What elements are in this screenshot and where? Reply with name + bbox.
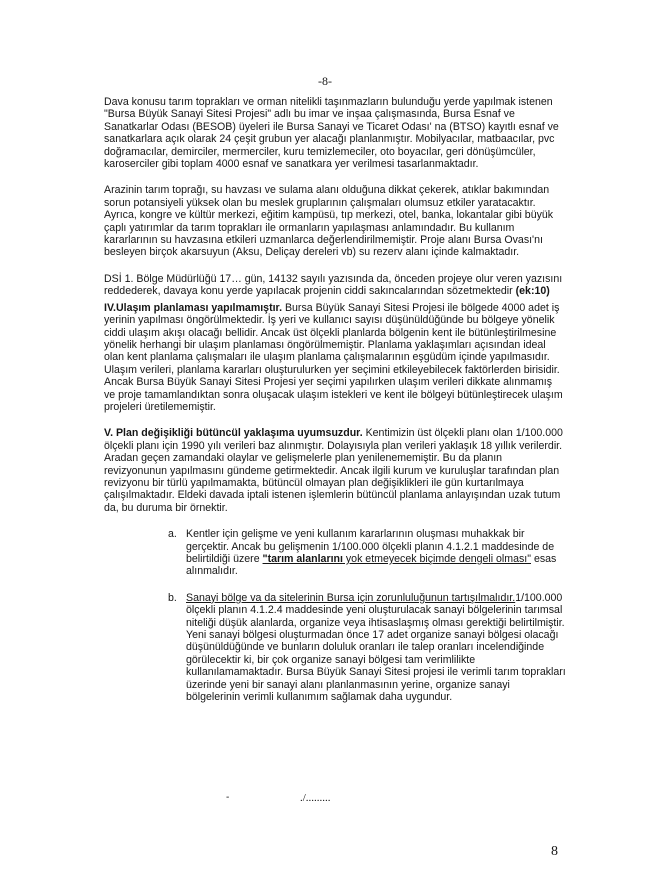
page-number: 8 [551,844,558,859]
document-body [104,96,566,717]
list-item-a-underlined: yok etmeyecek biçimde dengeli olması" [342,553,531,565]
list-item-b-underlined: Sanayi bölge va da sitelerinin Bursa için zorunluluğunun tartışılmalıdır. [186,591,516,604]
section-v-heading: V. Plan değişikliği bütüncül yaklaşıma uyumsuzdur. [104,427,363,440]
paragraph-project-description: Dava konusu tarım toprakları ve orman nitelikli taşınmazların bulunduğu yerde yapılmak istenen "Bursa Büyük Sanayi Sitesi Projesi" adlı bu imar ve inşaa çalışmasında, Bursa Esnaf ve Sanatkarlar Odası (BESOB) üyeleri ile Bursa Sanayi ve Ticaret Odası' na (BTSO) kayıtlı esnaf ve sanatkarlara açık olarak 24 çeşit grubun yer alacağı planlanmıştır. Mobilyacılar, matbaacılar, pvc doğramacılar, demirciler, mermerciler, kuru temizlemeciler, oto boyacılar, geri dönüşümcüler, karoserciler gibi toplam 4000 esnaf ve sanatkara yer verilmesi tasarlanmaktadır. [104,96,559,171]
section-v-text: Kentimizin üst ölçekli planı olan 1/100.000 ölçekli planı için 1990 yılı verileri baz alınmıştır. Dolayısıyla plan verileri yaklaşık 18 yıllık verilerdir. Aradan geçen zamandaki olaylar ve gelişmelerle plan yenilenememiştir. Bu da planın revizyonunun yapılmasını gündeme getirmektedir. Ancak ilgili kurum ve kuruluşlar tarafından plan revizyonu bir türlü yapılmamakta, bütüncül olmayan plan değişiklikleri ile gün kurtarılmaya çalışılmaktadır. Eldeki davada iptali istenen işlemlerin bütüncül planlama anlayışından uzak tutum da, bu duruma bir örnektir. [104,427,563,514]
list-item-a-tail: esas alınmalıdır. [186,553,557,578]
continuation-marker: ./......... [300,792,331,804]
paragraph-holistic-approach [104,427,566,514]
list-item-a-bold-quote: "tarım alanlarını [262,553,343,565]
list-marker-b: b. [168,591,177,604]
page-marker: -8- [318,74,332,88]
annex-reference: (ek:10) [515,285,550,298]
sub-list [168,528,566,703]
section-iv-text: Bursa Büyük Sanayi Sitesi Projesi ile bölgede 4000 adet iş yerinin yapılması öngörülmektedir. İş yeri ve kullanıcı sayısı düşünüldüğünde bu bölgeye yönelik ciddi ulaşım akışı olacağı bellidir. Ancak üst ölçekli planlarda bölgenin kent ile bütünleştirilmesine yönelik herhangi bir ulaşım planlaması öngörülmemiştir. Planlama yaklaşımları açısından ideal olan kent planlama çalışmaları ile ulaşım planlama çalışmalarının eşgüdüm içinde yapılmasıdır. Ulaşım verileri, planlama kararları oluşturulurken yer seçimini etkileyebilecek faktörlerden birisidir. Ancak Bursa Büyük Sanayi Sitesi Projesi yer seçimi yapılırken ulaşım verileri dikkate alınmamış ve proje tamamlandıktan sonra oluşacak ulaşım istekleri ve kent ile bölgeyi bütünleştirecek ulaşım projeleri üretilememiştir. [104,301,563,413]
list-item-a [168,528,566,578]
dsi-letter-text: DSİ 1. Bölge Müdürlüğü 17… gün, 14132 sayılı yazısında da, önceden projeye olur veren yazısını reddederek, davaya konu yerde yapılacak projenin ciddi sakıncalarından sözetmektedir [104,272,563,298]
list-item-b [168,592,566,704]
footer-dash: - [226,792,230,803]
list-marker-a: a. [168,528,177,541]
section-iv-heading: IV.Ulaşım planlaması yapılmamıştır. [104,301,283,314]
paragraph-environmental-impact: Arazinin tarım toprağı, su havzası ve sulama alanı olduğuna dikkat çekerek, atıklar bakımından sorun potansiyeli yüksek olan bu meslek gruplarının çalışmaları olumsuz etkiler yaratacaktır. Ayrıca, kongre ve kültür merkezi, eğitim kampüsü, tıp merkezi, otel, banka, lokantalar gibi büyük çaplı yatırımlar da tarım toprakları ile ormanların yapılaşması anlamındadır. Bu kullanım kararlarının su havzasına etkileri uzmanlarca değerlendirilmemiştir. Proje alanı Bursa Ovası'nı besleyen birçok akarsuyun (Aksu, Deliçay dereleri vb) su rezerv alanı içinde kalmaktadır. [104,184,554,259]
paragraph-transport-planning [104,302,566,414]
paragraph-dsi-letter [104,273,566,298]
list-item-a-text: Kentler için gelişme ve yeni kullanım kararlarının oluşması muhakkak bir gerçektir. Ancak bu gelişmenin 1/100.000 ölçekli planın 4.1.2.1 maddesinde de belirtildiği üzere [186,528,555,565]
list-item-b-text: 1/100.000 ölçekli planın 4.1.2.4 maddesinde yeni oluşturulacak sanayi bölgelerinin tarımsal niteliği düşük alanlarda, organize veya ihtisaslaşmış olması gerektiği belirtilmiştir. Yeni sanayi bölgesi oluşturmadan önce 17 adet organize sanayi bölgesi olacağı düşünüldüğünde ve bunların doluluk oranları ile talep oranları incelendiğinde görülecektir ki, bir çok organize sanayi bölgesi tam verimlilikte kullanılamamaktadır. Bursa Büyük Sanayi Sitesi projesi ile verimli tarım toprakları üzerinde yeni bir sanayi alanı planlanmasının yerine, organize sanayi bölgelerinin verimli kullanımım sağlamak daha uygundur. [186,591,566,704]
